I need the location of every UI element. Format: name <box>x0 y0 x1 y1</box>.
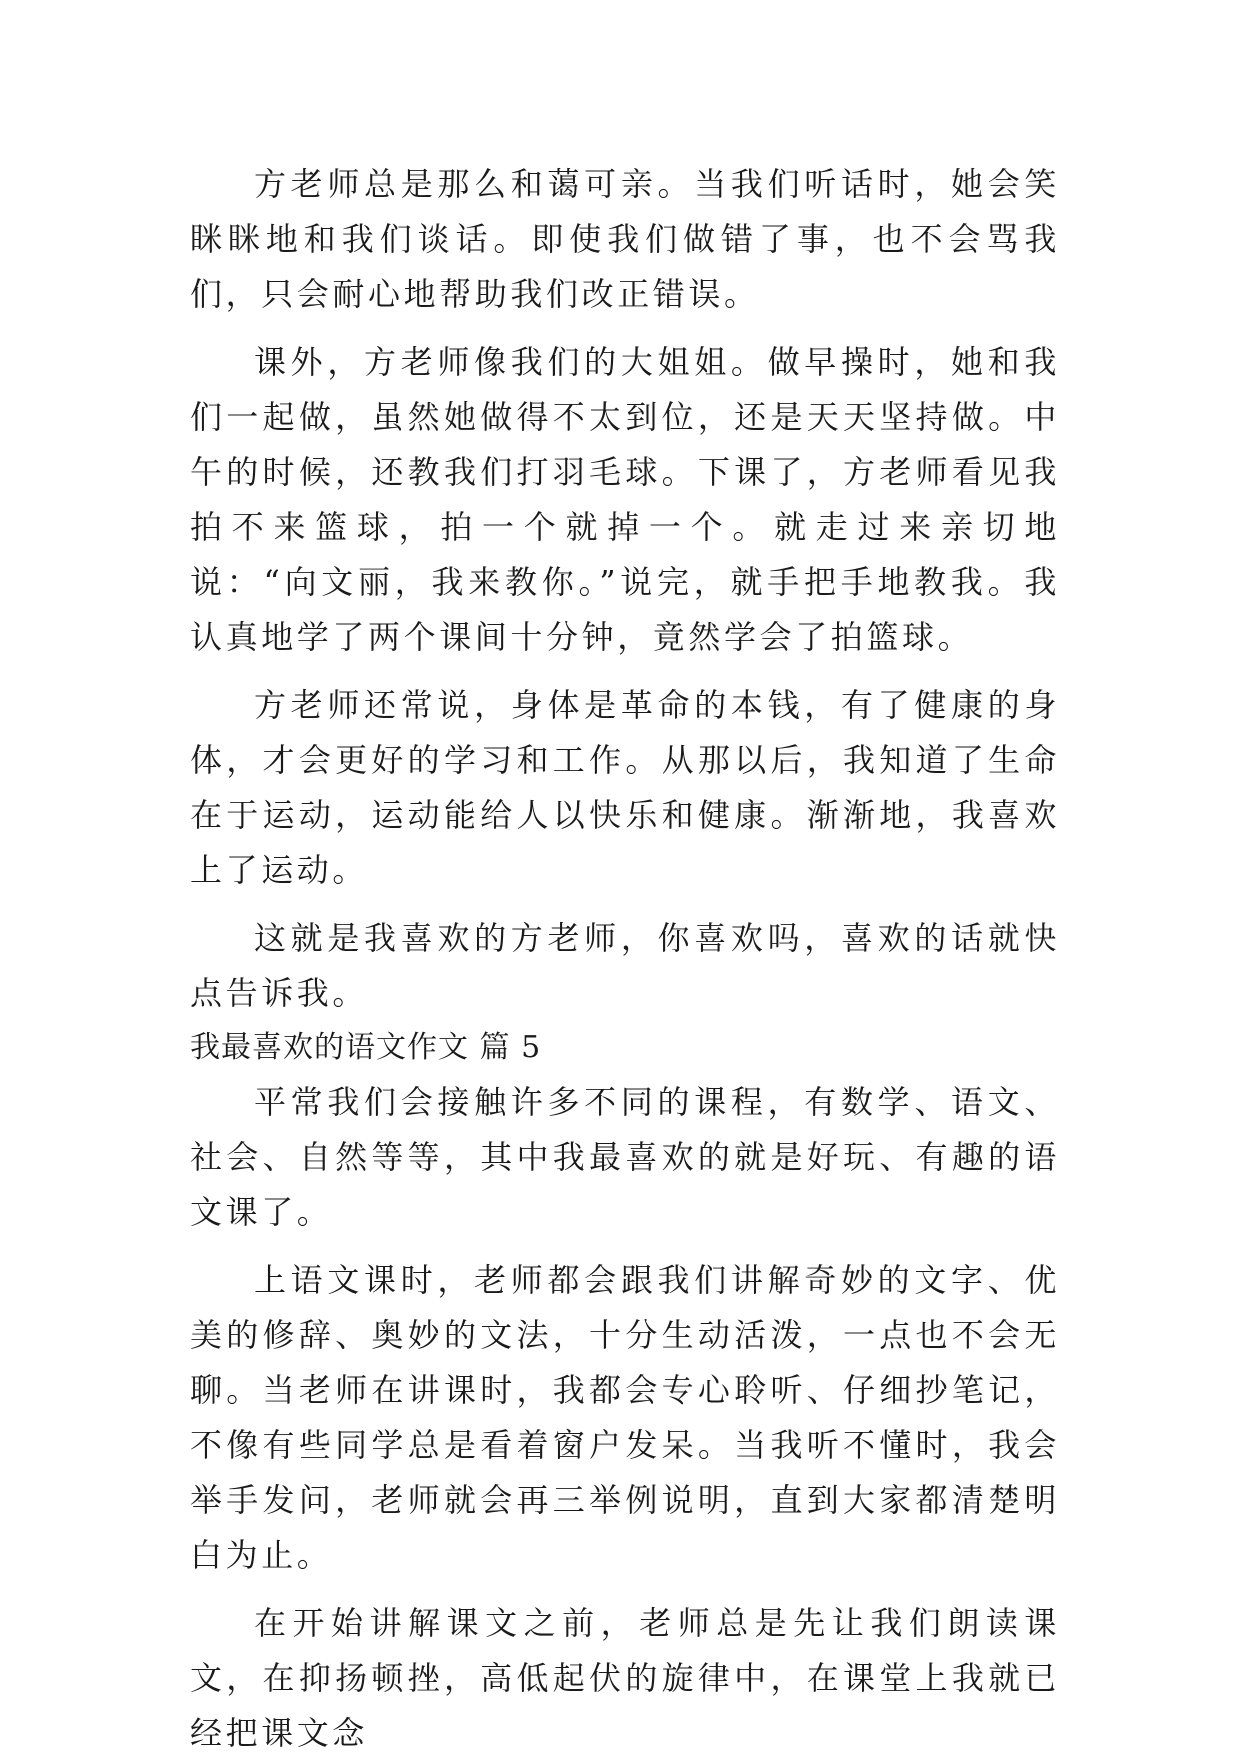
paragraph: 方老师还常说，身体是革命的本钱，有了健康的身体，才会更好的学习和工作。从那以后，我知道了生命在于运动，运动能给人以快乐和健康。渐渐地，我喜欢上了运动。 <box>190 686 1060 889</box>
paragraph: 在开始讲解课文之前，老师总是先让我们朗读课文，在抑扬顿挫，高低起伏的旋律中，在课堂上我就已经把课文念 <box>190 1604 1060 1752</box>
paragraph: 平常我们会接触许多不同的课程，有数学、语文、社会、自然等等，其中我最喜欢的就是好玩、有趣的语文课了。 <box>190 1083 1060 1231</box>
paragraph: 这就是我喜欢的方老师，你喜欢吗，喜欢的话就快点告诉我。 <box>190 919 1060 1012</box>
paragraph: 方老师总是那么和蔼可亲。当我们听话时，她会笑眯眯地和我们谈话。即使我们做错了事，也不会骂我们，只会耐心地帮助我们改正错误。 <box>190 165 1060 313</box>
paragraph: 课外，方老师像我们的大姐姐。做早操时，她和我们一起做，虽然她做得不太到位，还是天天坚持做。中午的时候，还教我们打羽毛球。下课了，方老师看见我拍不来篮球，拍一个就掉一个。就走过来亲切地说：“向文丽，我来教你。”说完，就手把手地教我。我认真地学了两个课间十分钟，竟然学会了拍篮球。 <box>190 343 1060 656</box>
section-heading: 我最喜欢的语文作文 篇 5 <box>190 1030 542 1065</box>
paragraph: 上语文课时，老师都会跟我们讲解奇妙的文字、优美的修辞、奥妙的文法，十分生动活泼，一点也不会无聊。当老师在讲课时，我都会专心聆听、仔细抄笔记，不像有些同学总是看着窗户发呆。当我听不懂时，我会举手发问，老师就会再三举例说明，直到大家都清楚明白为止。 <box>190 1261 1060 1574</box>
document-page <box>190 157 1060 1761</box>
